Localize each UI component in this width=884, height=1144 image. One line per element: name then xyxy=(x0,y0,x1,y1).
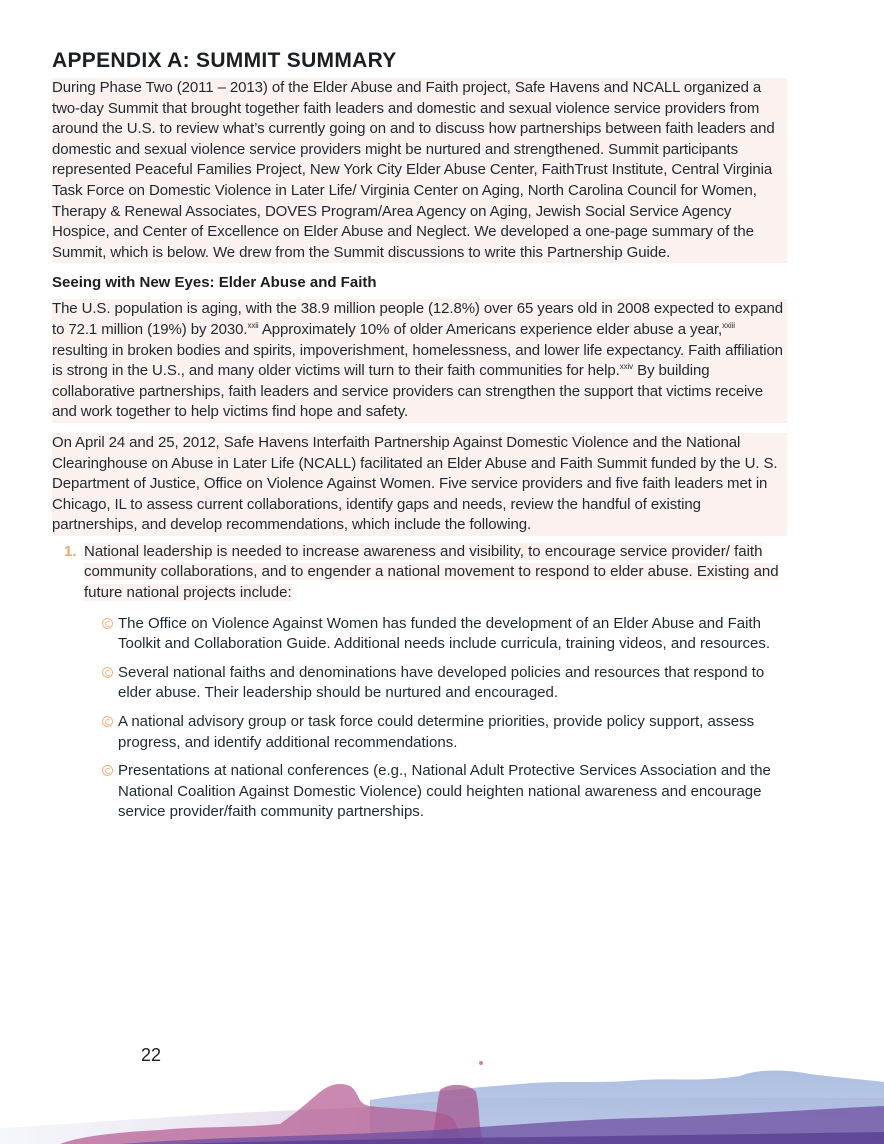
bullet-text: The Office on Violence Against Women has funded the development of an Elder Abuse and Faith Toolkit and Collaboration Guide. Additional needs include curricula, training videos, and resources. xyxy=(118,614,771,653)
text-run: By building collaborative partnerships, faith leaders and service providers can strengthen the support that victims receive and work together to help victims find hope and safety. xyxy=(52,362,763,421)
page-title: APPENDIX A: SUMMIT SUMMARY xyxy=(52,49,397,72)
recommendation-item xyxy=(52,542,787,823)
text-run: resulting in broken bodies and spirits, impoverishment, homelessness, and lower life expectancy. Faith affiliation is strong in the U.S., and many older victims will turn to their faith communities for help. xyxy=(52,341,783,380)
sub-bullet-list xyxy=(84,614,787,823)
endnote-ref: xxiii xyxy=(722,320,735,330)
watercolor-footer-decoration xyxy=(0,1040,884,1144)
recommendation-text: National leadership is needed to increase awareness and visibility, to encourage service provider/ faith community collaborations, and to engender a national movement to respond to elder abuse. Existing and future national projects include: xyxy=(84,542,779,602)
summit-paragraph: On April 24 and 25, 2012, Safe Havens Interfaith Partnership Against Domestic Violence and the National Clearinghouse on Abuse in Later Life (NCALL) facilitated an Elder Abuse and Faith Summit funded by the U. S. Department of Justice, Office on Violence Against Women. Five service providers and five faith leaders met in Chicago, IL to assess current collaborations, identify gaps and needs, review the handful of existing partnerships, and develop recommendations, which include the following. xyxy=(52,433,787,536)
recommendations-list xyxy=(52,542,787,823)
orange-circle-bullet-icon xyxy=(102,667,113,678)
bullet-text: Presentations at national conferences (e.g., National Adult Protective Services Association and the National Coalition Against Domestic Violence) could heighten national awareness and encourage service provider/faith community partnerships. xyxy=(118,762,771,821)
text-run: Approximately 10% of older Americans experience elder abuse a year, xyxy=(258,320,723,338)
page-number: 22 xyxy=(141,1045,162,1065)
orange-circle-bullet-icon xyxy=(102,765,113,776)
bullet-text: A national advisory group or task force could determine priorities, provide policy support, assess progress, and identify additional recommendations. xyxy=(118,713,755,751)
document-page xyxy=(52,48,787,831)
intro-paragraph: During Phase Two (2011 – 2013) of the Elder Abuse and Faith project, Safe Havens and NCALL organized a two-day Summit that brought together faith leaders and domestic and sexual violence service providers from around the U.S. to review what’s currently going on and to discuss how partnerships between faith leaders and domestic and sexual violence service providers might be nurtured and strengthened. Summit participants represented Peaceful Families Project, New York City Elder Abuse Center, FaithTrust Institute, Central Virginia Task Force on Domestic Violence in Later Life/ Virginia Center on Aging, North Carolina Council for Women, Therapy & Renewal Associates, DOVES Program/Area Agency on Aging, Jewish Social Service Agency Hospice, and Center of Excellence on Elder Abuse and Neglect. We developed a one-page summary of the Summit, which is below. We drew from the Summit discussions to write this Partnership Guide. xyxy=(52,78,787,263)
bullet-item xyxy=(102,712,787,753)
orange-circle-bullet-icon xyxy=(102,716,113,727)
list-number: 1. xyxy=(64,542,77,560)
section-heading: Seeing with New Eyes: Elder Abuse and Faith xyxy=(52,274,377,292)
bullet-item xyxy=(102,663,787,704)
text-run: The U.S. population is aging, with the 38.9 million people (12.8%) over 65 years old in 2008 expected to expand to 72.1 million (19%) by 2030. xyxy=(52,300,784,338)
population-paragraph xyxy=(52,299,787,423)
bullet-text: Several national faiths and denominations have developed policies and resources that respond to elder abuse. Their leadership should be nurtured and encouraged. xyxy=(118,663,765,702)
bullet-item xyxy=(102,761,787,823)
bullet-item xyxy=(102,614,787,655)
endnote-ref: xxii xyxy=(247,320,259,330)
endnote-ref: xxiv xyxy=(619,362,634,372)
orange-circle-bullet-icon xyxy=(102,618,113,629)
